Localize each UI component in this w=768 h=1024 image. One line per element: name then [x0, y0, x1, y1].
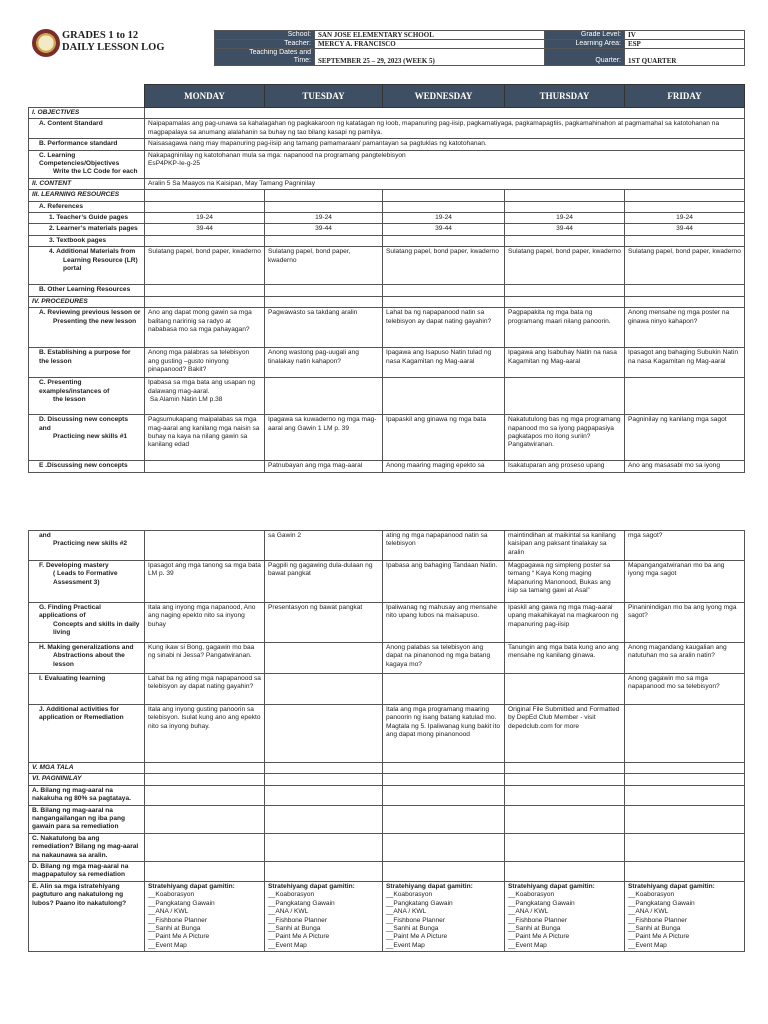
proc-g-label: G. Finding Practical applications of Concepts and skills in daily living: [29, 603, 145, 643]
dates-value: SEPTEMBER 25 – 29, 2023 (WEEK 5): [315, 49, 545, 66]
area-label: Learning Area:: [545, 40, 625, 49]
proc-f-wed: Ipabasa ang bahaging Tandaan Natin.: [383, 561, 505, 603]
proc-h-mon: Kung ikaw si Bong, gagawin mo baa ng sinabi ni Jessa? Pangatwiranan.: [145, 643, 265, 674]
refl-a-label: A. Bilang ng mag-aaral na nakakuha ng 80% sa pagtataya.: [29, 785, 145, 805]
quarter-value: 1ST QUARTER: [625, 49, 745, 66]
proc-a-fri: Anong mensahe ng mga poster na ginawa ninyo kahapon?: [625, 308, 745, 348]
deped-seal-icon: [32, 29, 60, 57]
proc-e-tue-top: Patnubayan ang mga mag-aaral: [265, 461, 383, 472]
proc-h-label: H. Making generalizations and Abstractions about the lesson: [29, 643, 145, 674]
proc-f-mon: Ipasagot ang mga tanong sa mga bata LM p. 39: [145, 561, 265, 603]
tg-label: 1. Teacher’s Guide pages: [29, 213, 145, 224]
proc-d-thu: Nakatutulong bas ng mga programang napanood mo sa iyong pagpapasiya pagkatapos mo itong suriin? Pangatwiranan.: [505, 415, 625, 461]
proc-e-thu-bottom: maintindihan at maikintal sa kanilang kaisipan ang paksant tinalakay sa aralin: [505, 531, 625, 561]
proc-a-mon: Ano ang dapat mong gawin sa mga balitang naririnig sa radyo at nababasa mo sa mga pahayagan?: [145, 308, 265, 348]
lm-tue: 39-44: [265, 224, 383, 235]
additional-mon: Sulatang papel, bond paper, kwaderno: [145, 247, 265, 285]
proc-b-label: B. Establishing a purpose for the lesson: [29, 348, 145, 378]
strategies-fri: Stratehiyang dapat gamitin: __Koaborasyon __Pangkatang Gawain __ANA / KWL __Fishbone Planner __Sanhi at Bunga __Paint Me A Picture __Event Map: [625, 881, 745, 951]
proc-b-fri: Ipasagot ang bahaging Subukin Natin na nasa Kagamitan ng Mag-aaral: [625, 348, 745, 378]
lesson-log-page-1: [28, 24, 744, 473]
day-monday: MONDAY: [145, 85, 265, 108]
title-line-grades: GRADES 1 to 12: [62, 30, 139, 41]
proc-e-fri-bottom: mga sagot?: [625, 531, 745, 561]
strategies-mon: Stratehiyang dapat gamitin: __Koaborasyon __Pangkatang Gawain __ANA / KWL __Fishbone Planner __Sanhi at Bunga __Paint Me A Picture __Event Map: [145, 881, 265, 951]
proc-d-wed: Ipapaskil ang ginawa ng mga bata: [383, 415, 505, 461]
lm-mon: 39-44: [145, 224, 265, 235]
proc-i-tue: [265, 674, 383, 705]
proc-i-label: I. Evaluating learning: [29, 674, 145, 705]
day-friday: FRIDAY: [625, 85, 745, 108]
proc-d-fri: Pagninilay ng kanilang mga sagot: [625, 415, 745, 461]
tg-mon: 19-24: [145, 213, 265, 224]
proc-i-fri: Anong gagawin mo sa mga napapanood mo sa telebisyon?: [625, 674, 745, 705]
title-line-dll: DAILY LESSON LOG: [62, 42, 165, 53]
proc-d-mon: Pagsumukapang maipalabas sa mga mag-aaral ang kanilang mga naisin sa buhay na kaya na nilang gawin sa kanilang edad: [145, 415, 265, 461]
proc-c-mon: Ipabasa sa mga bata ang usapan ng dalawang mag-aaral. Sa Alamin Natin LM p.38: [145, 378, 265, 415]
proc-g-fri: Pinaninindigan mo ba ang iyong mga sagot?: [625, 603, 745, 643]
proc-h-wed: Anong palabas sa telebisyon ang dapat na pinanonod ng mga batang kagaya mo?: [383, 643, 505, 674]
lm-fri: 39-44: [625, 224, 745, 235]
proc-j-mon: Itala ang inyong gusting panoorin sa telebisyon. Isulat kung ano ang epekto nito sa inyong buhay.: [145, 705, 265, 763]
competency-label: C. Learning Competencies/Objectives Write the LC Code for each: [29, 150, 145, 178]
proc-j-tue: [265, 705, 383, 763]
proc-f-tue: Pagpili ng gagawing dula-dulaan ng bawat pangkat: [265, 561, 383, 603]
refl-c-label: C. Nakatulong ba ang remediation? Bilang ng mag-aaral na nakaunawa sa aralin.: [29, 833, 145, 861]
additional-fri: Sulatang papel, bond paper, kwaderno: [625, 247, 745, 285]
school-label: School:: [215, 31, 315, 40]
proc-e-mon-bottom: [145, 531, 265, 561]
lm-wed: 39-44: [383, 224, 505, 235]
proc-g-tue: Presentasyon ng bawat pangkat: [265, 603, 383, 643]
content-standard-label: A. Content Standard: [29, 119, 145, 139]
textbook-label: 3. Textbook pages: [29, 235, 145, 246]
day-wednesday: WEDNESDAY: [383, 85, 505, 108]
tg-tue: 19-24: [265, 213, 383, 224]
references-label: A. References: [29, 201, 145, 212]
proc-f-thu: Magpagawa ng simpleng poster sa temang “ Kaya Kong maging Mapanuring Manonood, Bukas ang isip sa tamang gawi at Asal”: [505, 561, 625, 603]
grade-label: Grade Level:: [545, 31, 625, 40]
section-pagninilay: VI. PAGNINILAY: [29, 774, 145, 785]
lesson-log-page-2: [28, 530, 744, 952]
performance-standard-value: Naisasagawa nang may mapanuring pag-iisip ang tamang pamamaraan/ pamantayan sa pagtuklas ng katotohanan.: [145, 139, 745, 150]
lm-thu: 39-44: [505, 224, 625, 235]
strategies-wed: Stratehiyang dapat gamitin: __Koaborasyon __Pangkatang Gawain __ANA / KWL __Fishbone Planner __Sanhi at Bunga __Paint Me A Picture __Event Map: [383, 881, 505, 951]
proc-a-thu: Pagpapakita ng mga bata ng programang maari nilang panoorin.: [505, 308, 625, 348]
proc-j-thu: Original File Submitted and Formatted by DepEd Club Member - visit depedclub.com for more: [505, 705, 625, 763]
refl-e-label: E. Alin sa mga istratehiyang pagtuturo ang nakatulong ng lubos? Paano ito nakatulong?: [29, 881, 145, 951]
proc-i-thu: [505, 674, 625, 705]
proc-e-wed-top: Anong maaring maging epekto sa: [383, 461, 505, 472]
other-resources-label: B. Other Learning Resources: [29, 285, 145, 296]
proc-e-thu-top: Isakatuparan ang proseso upang: [505, 461, 625, 472]
tg-wed: 19-24: [383, 213, 505, 224]
tg-thu: 19-24: [505, 213, 625, 224]
tg-fri: 19-24: [625, 213, 745, 224]
grade-value: IV: [625, 31, 745, 40]
school-value: SAN JOSE ELEMENTARY SCHOOL: [315, 31, 545, 40]
lesson-table-2: [28, 530, 745, 952]
proc-h-thu: Tanungin ang mga bata kung ano ang mensahe ng kanilang ginawa.: [505, 643, 625, 674]
proc-j-wed: Itala ang mga programang maaring panoorin ng isang batang katulad mo. Magtala ng 5. Ipaliwanag kung bakit ito ang dapat mong pinanonood: [383, 705, 505, 763]
additional-thu: Sulatang papel, bond paper, kwaderno: [505, 247, 625, 285]
proc-j-fri: [625, 705, 745, 763]
proc-e-mon-top: [145, 461, 265, 472]
additional-tue: Sulatang papel, bond paper, kwaderno: [265, 247, 383, 285]
additional-wed: Sulatang papel, bond paper, kwaderno: [383, 247, 505, 285]
section-tala: V. MGA TALA: [29, 763, 145, 774]
proc-d-tue: Ipagawa sa kuwaderno ng mga mag-aaral ang Gawin 1 LM p. 39: [265, 415, 383, 461]
proc-b-tue: Anong wastong pag-uugali ang tinalakay natin kahapon?: [265, 348, 383, 378]
refl-d-label: D. Bilang ng mga mag-aaral na magpapatuloy sa remediation: [29, 862, 145, 882]
log-title: [62, 30, 165, 54]
dates-label: Teaching Dates and Time:: [215, 49, 315, 66]
section-resources: III. LEARNING RESOURCES: [29, 190, 145, 201]
proc-a-label: A. Reviewing previous lesson or Presenting the new lesson: [29, 308, 145, 348]
additional-materials-label: 4. Additional Materials from Learning Resource (LR) portal: [29, 247, 145, 285]
header-info-table: [214, 30, 745, 66]
performance-standard-label: B. Performance standard: [29, 139, 145, 150]
proc-a-wed: Lahat ba ng napapanood natin sa telebisyon ay dapat nating gayahin?: [383, 308, 505, 348]
proc-i-wed: [383, 674, 505, 705]
proc-e-tue-bottom: sa Gawin 2: [265, 531, 383, 561]
proc-c-label: C. Presenting examples/instances of the lesson: [29, 378, 145, 415]
competency-value: Nakapagninilay ng katotohanan mula sa mga: napanood na programang pangtelebisyon EsP4PKP-Ie-g-25: [145, 150, 745, 178]
strategies-tue: Stratehiyang dapat gamitin: __Koaborasyon __Pangkatang Gawain __ANA / KWL __Fishbone Planner __Sanhi at Bunga __Paint Me A Picture __Event Map: [265, 881, 383, 951]
proc-d-label: D. Discussing new concepts and Practicing new skills #1: [29, 415, 145, 461]
section-content: II. CONTENT: [29, 178, 145, 189]
day-thursday: THURSDAY: [505, 85, 625, 108]
proc-f-fri: Mapangangatwiranan mo ba ang iyong mga sagot: [625, 561, 745, 603]
teacher-label: Teacher:: [215, 40, 315, 49]
proc-j-label: J. Additional activities for application or Remediation: [29, 705, 145, 763]
proc-b-mon: Anong mga palabras sa telebisyon ang gusting –gusto ninyong pinapanood? Bakit?: [145, 348, 265, 378]
proc-e-label-bottom: and Practicing new skills #2: [29, 531, 145, 561]
teacher-value: MERCY A. FRANCISCO: [315, 40, 545, 49]
strategies-thu: Stratehiyang dapat gamitin: __Koaborasyon __Pangkatang Gawain __ANA / KWL __Fishbone Planner __Sanhi at Bunga __Paint Me A Picture __Event Map: [505, 881, 625, 951]
area-value: ESP: [625, 40, 745, 49]
day-header-blank: [29, 85, 145, 108]
proc-g-thu: Ipaskil ang gawa ng mga mag-aaral upang makahikayat na magkaroon ng mapanuring pag-iisip: [505, 603, 625, 643]
proc-b-thu: Ipagawa ang Isabuhay Natin na nasa Kagamitan ng Mag-aaral: [505, 348, 625, 378]
proc-a-tue: Pagwawasto sa takdang aralin: [265, 308, 383, 348]
proc-f-label: F. Developing mastery ( Leads to Formative Assessment 3): [29, 561, 145, 603]
proc-g-wed: Ipaliwanag ng mahusay ang mensahe nito upang lubos na maisapuso.: [383, 603, 505, 643]
proc-h-fri: Anong magandang kaugalian ang natutuhan mo sa aralin natin?: [625, 643, 745, 674]
content-standard-value: Naipapamalas ang pag-unawa sa kahalagahan ng pagkakaroon ng katatagan ng loob, mapanuring pag-iisip, pagkamatiyaga, pagkamapagtiis, pagkamahinahon at pagmamahal sa katotohanan na magpapalaya sa anumang alalahanin sa buhay ng tao bilang kasapi ng pamilya.: [145, 119, 745, 139]
section-procedures: IV. PROCEDURES: [29, 296, 145, 307]
lm-label: 2. Learner’s materials pages: [29, 224, 145, 235]
log-header: [28, 24, 744, 84]
day-tuesday: TUESDAY: [265, 85, 383, 108]
lesson-table-1: [28, 84, 745, 473]
content-value: Aralin 5 Sa Maayos na Kaisipan, May Tamang Pagninilay: [145, 178, 745, 189]
proc-g-mon: Itala ang inyong mga napanood, Ano ang naging epekto nito sa inyong buhay: [145, 603, 265, 643]
proc-b-wed: Ipagawa ang Isapuso Natin tulad ng nasa Kagamitan ng Mag-aaral: [383, 348, 505, 378]
proc-h-tue: [265, 643, 383, 674]
proc-e-fri-top: Ano ang masasabi mo sa iyong: [625, 461, 745, 472]
section-objectives: I. OBJECTIVES: [29, 108, 145, 119]
proc-e-wed-bottom: ating ng mga napapanood natin sa telebisyon: [383, 531, 505, 561]
refl-b-label: B. Bilang ng mag-aaral na nangangailangan ng iba pang gawain para sa remediation: [29, 805, 145, 833]
proc-e-label-top: E .Discussing new concepts: [29, 461, 145, 472]
quarter-label: Quarter:: [545, 49, 625, 66]
proc-i-mon: Lahat ba ng ating mga napapanood sa telebisyon ay dapat nating gayahin?: [145, 674, 265, 705]
